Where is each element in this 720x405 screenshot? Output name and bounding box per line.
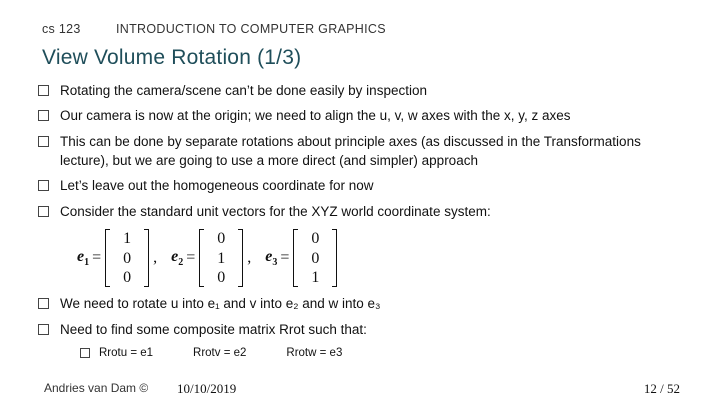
column-vector [105, 229, 149, 287]
rotation-equations [80, 347, 382, 359]
bullet-text: Let’s leave out the homogeneous coordinate for now [60, 178, 374, 193]
unit-vectors: $e_1$ = 1 0 0 , $e_2$ = 0 1 0 , $e_3$ = 0 0 1 [77, 228, 337, 288]
bullet-text: We need to rotate u into e₁ and v into e₂ and w into e₃ [60, 296, 381, 311]
bullet-text: Rotating the camera/scene can’t be done easily by inspection [60, 83, 427, 98]
matrix-entry: 1 [123, 230, 132, 247]
bullet-box-icon [38, 298, 49, 309]
column-vector [199, 229, 243, 287]
bullet-box-icon [80, 348, 90, 358]
footer-date: 10/10/2019 [177, 381, 237, 396]
vector-label: $e_2$ [171, 247, 184, 269]
matrix-entry: 0 [123, 269, 132, 286]
bullet-item [38, 106, 688, 125]
equation: Rrotw = e3 [286, 347, 343, 359]
bullet-item [38, 176, 688, 195]
bullet-item [38, 202, 688, 221]
bullet-box-icon [38, 85, 49, 96]
column-vector [293, 229, 337, 287]
bullet-box-icon [38, 110, 49, 121]
bullet-box-icon [38, 136, 49, 147]
bullet-text: Our camera is now at the origin; we need to align the u, v, w axes with the x, y, z axes [60, 108, 571, 123]
matrix-entry: 0 [311, 230, 320, 247]
bullet-item [38, 294, 688, 313]
bullet-item [38, 132, 688, 170]
matrix-entry: 0 [217, 269, 226, 286]
bullet-box-icon [38, 324, 49, 335]
matrix-entry: 1 [311, 269, 320, 286]
bullet-text: Consider the standard unit vectors for the XYZ world coordinate system: [60, 204, 491, 219]
footer-author: Andries van Dam © [44, 381, 149, 395]
page-number: 12 / 52 [643, 381, 680, 396]
bullet-text: Need to find some composite matrix Rrot such that: [60, 322, 367, 337]
matrix-entry: 0 [123, 249, 132, 267]
bullet-item [38, 81, 688, 100]
course-title: INTRODUCTION TO COMPUTER GRAPHICS [116, 22, 386, 36]
vector-label: $e_3$ [265, 247, 278, 269]
course-code: cs 123 [42, 22, 81, 36]
matrix-entry: 0 [311, 249, 320, 267]
slide-title: View Volume Rotation (1/3) [42, 46, 302, 69]
equation: Rrotu = e1 [99, 347, 154, 359]
equation: Rrotv = e2 [193, 347, 247, 359]
vector-label: $e_1$ [77, 247, 90, 269]
bullet-item [38, 320, 688, 339]
bullet-box-icon [38, 206, 49, 217]
bullet-box-icon [38, 180, 49, 191]
matrix-entry: 1 [217, 249, 226, 267]
bullet-text: This can be done by separate rotations about principle axes (as discussed in the Transformations lecture), but we are going to use a more direct (and simpler) approach [60, 134, 641, 168]
matrix-entry: 0 [217, 230, 226, 247]
